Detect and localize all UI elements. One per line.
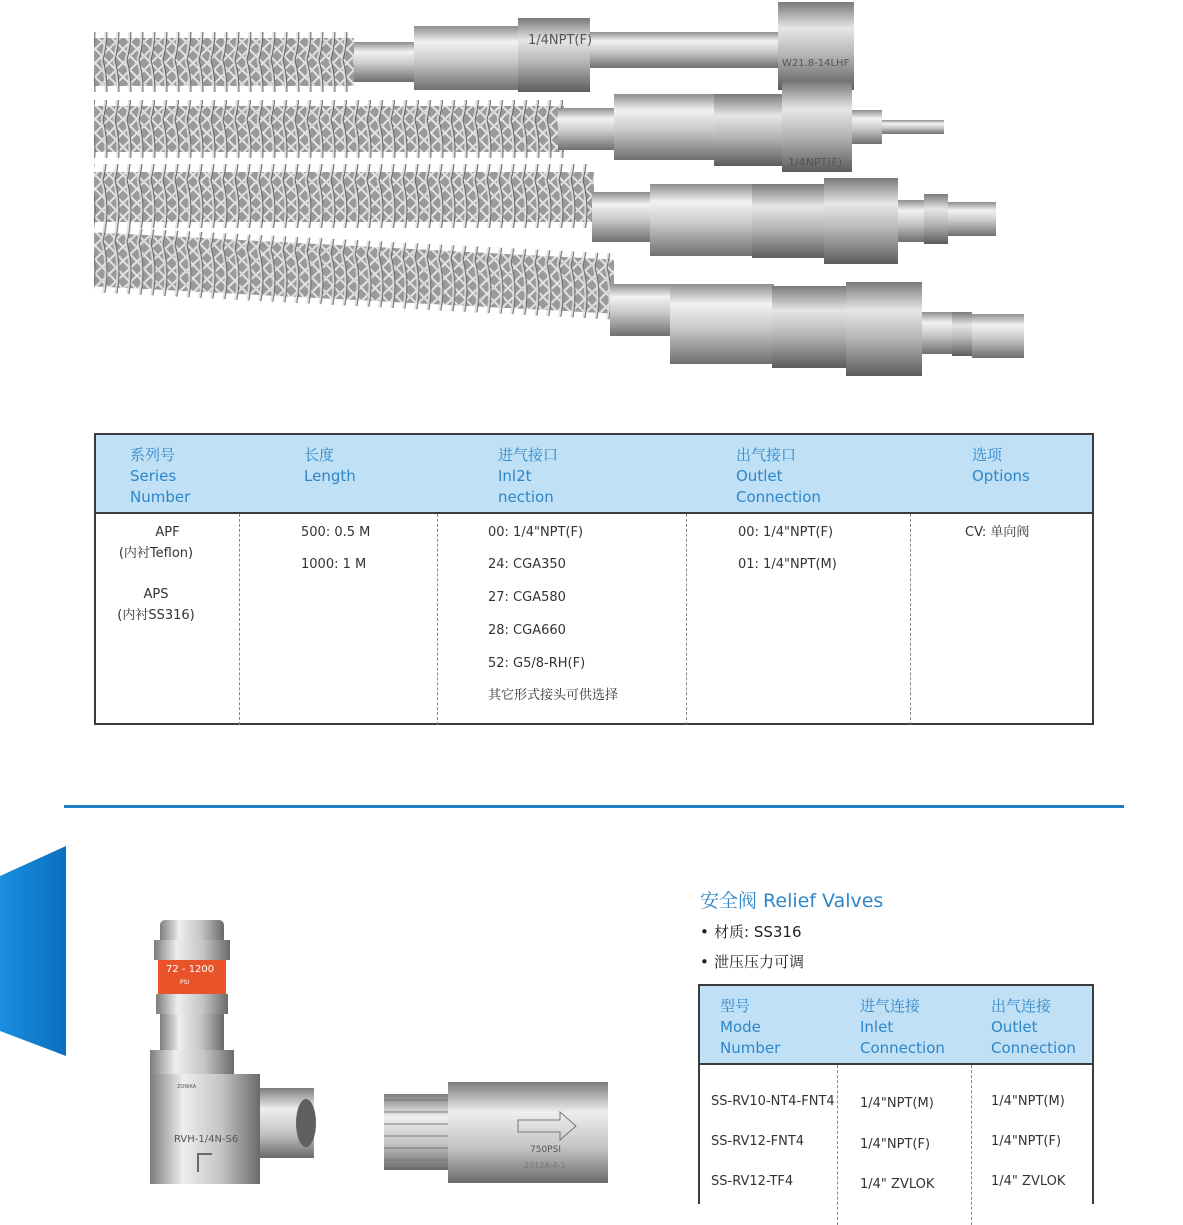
relief-valves-title: 安全阀 Relief Valves — [700, 890, 884, 912]
row-model: SS-RV12-TF4 — [711, 1174, 794, 1189]
relief-bullet-adjustable — [700, 951, 804, 972]
header-options-en1: Options — [972, 467, 1030, 485]
hose-2 — [94, 82, 944, 172]
column-divider — [971, 1065, 972, 1225]
header-inlet-conn-en2: Connection — [860, 1039, 945, 1057]
header-outlet-conn-en2: Connection — [991, 1039, 1076, 1057]
relief-bullet-material — [700, 921, 802, 942]
header-inlet-cn: 进气接口 — [498, 446, 559, 464]
relief-bullet-text: 材质: SS316 — [714, 923, 802, 941]
inlet-option: 00: 1/4"NPT(F) — [488, 525, 584, 540]
series-aps: APS — [143, 587, 169, 602]
header-inlet-conn — [860, 996, 945, 1059]
length-option: 500: 0.5 M — [301, 525, 371, 540]
header-options-cn: 选项 — [972, 446, 1003, 464]
check-valve-pressure-label: 750PSI — [530, 1145, 561, 1155]
column-divider — [686, 514, 687, 725]
row-inlet: 1/4"NPT(F) — [860, 1137, 931, 1152]
hose-1 — [94, 2, 854, 92]
series-aps-note: (内衬SS316) — [117, 608, 195, 623]
header-outlet — [736, 445, 821, 508]
header-series-en2: Number — [130, 488, 191, 506]
option-cv: CV: 单向阀 — [965, 525, 1030, 540]
valve-model-label: RVH-1/4N-S6 — [174, 1134, 239, 1145]
row-outlet: 1/4"NPT(F) — [991, 1134, 1062, 1149]
bullet-icon: • — [700, 953, 709, 971]
angle-relief-valve — [150, 920, 316, 1184]
section-divider — [64, 805, 1124, 808]
inlet-option: 27: CGA580 — [488, 590, 566, 605]
outlet-option: 00: 1/4"NPT(F) — [738, 525, 834, 540]
row-model: SS-RV12-FNT4 — [711, 1134, 805, 1149]
pressure-unit-label: PSI — [180, 979, 190, 986]
header-inlet-conn-cn: 进气连接 — [860, 997, 921, 1015]
header-outlet-en2: Connection — [736, 488, 821, 506]
column-divider — [437, 514, 438, 725]
header-inlet-en1: Inl2t — [498, 467, 532, 485]
header-length-en1: Length — [304, 467, 356, 485]
header-outlet-en1: Outlet — [736, 467, 783, 485]
inlet-option: 52: G5/8-RH(F) — [488, 656, 586, 671]
inlet-option: 28: CGA660 — [488, 623, 566, 638]
header-outlet-cn: 出气接口 — [736, 446, 797, 464]
hose-spec-table-header — [96, 435, 1092, 514]
inline-relief-valve — [384, 1082, 608, 1183]
side-tab — [0, 846, 66, 1056]
header-model-cn: 型号 — [720, 997, 751, 1015]
header-outlet-conn-en1: Outlet — [991, 1018, 1038, 1036]
relief-bullet-text: 泄压压力可调 — [714, 953, 805, 971]
header-model — [720, 996, 780, 1059]
header-options — [972, 445, 1030, 487]
relief-valve-photo — [120, 910, 640, 1183]
header-series — [130, 445, 190, 508]
header-model-en1: Mode — [720, 1018, 761, 1036]
braided-hose-photo — [88, 0, 1048, 390]
pressure-range-label: 72 - 1200 — [166, 964, 215, 975]
row-outlet: 1/4"NPT(M) — [991, 1094, 1065, 1109]
relief-table-header — [700, 986, 1092, 1065]
inlet-option-note: 其它形式接头可供选择 — [488, 688, 619, 703]
hose-label-npt-2: 1/4NPT(F) — [788, 156, 843, 169]
column-divider — [837, 1065, 838, 1225]
length-option: 1000: 1 M — [301, 557, 367, 572]
header-inlet-en2: nection — [498, 488, 554, 506]
inlet-option: 24: CGA350 — [488, 557, 566, 572]
header-outlet-conn-cn: 出气连接 — [991, 997, 1052, 1015]
column-divider — [239, 514, 240, 725]
relief-valve-table — [698, 984, 1094, 1204]
column-divider — [910, 514, 911, 725]
header-inlet-conn-en1: Inlet — [860, 1018, 894, 1036]
row-model: SS-RV10-NT4-FNT4 — [711, 1094, 835, 1109]
valve-brand-label: ZONIKA — [177, 1084, 197, 1090]
header-series-en1: Series — [130, 467, 177, 485]
header-length-cn: 长度 — [304, 446, 335, 464]
header-outlet-conn — [991, 996, 1076, 1059]
series-apf-note: (内衬Teflon) — [118, 546, 194, 561]
row-outlet: 1/4" ZVLOK — [991, 1174, 1066, 1189]
outlet-option: 01: 1/4"NPT(M) — [738, 557, 837, 572]
hose-spec-table — [94, 433, 1094, 725]
series-apf: APF — [155, 525, 180, 540]
header-length — [304, 445, 356, 487]
hose-label-npt-1: 1/4NPT(F) — [528, 33, 593, 48]
header-series-cn: 系列号 — [130, 446, 176, 464]
hose-label-cga: W21.8-14LHF — [782, 58, 850, 69]
bullet-icon: • — [700, 923, 709, 941]
check-valve-code-label: 2012A-4-1 — [524, 1161, 566, 1170]
row-inlet: 1/4" ZVLOK — [860, 1177, 935, 1192]
header-inlet — [498, 445, 558, 508]
row-inlet: 1/4"NPT(M) — [860, 1096, 934, 1111]
header-model-en2: Number — [720, 1039, 781, 1057]
